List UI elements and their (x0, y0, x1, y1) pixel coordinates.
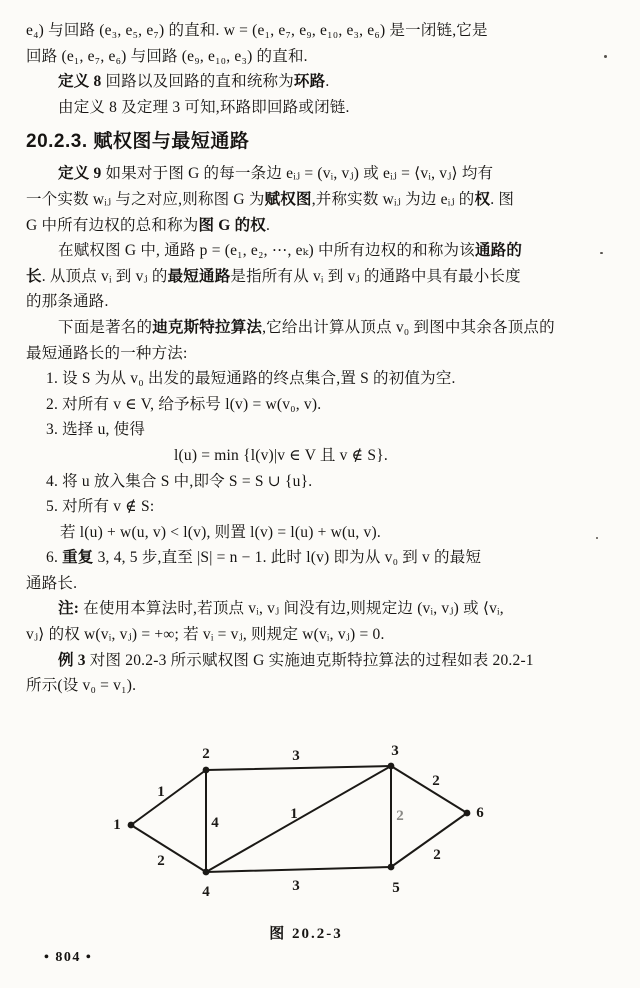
edge-1-2 (131, 770, 206, 825)
edge-1-4 (131, 825, 206, 872)
text: l(u) = min {l(v)|v ∈ V 且 v ∉ S}. (174, 446, 388, 464)
text: 如果对于图 G 的每一条边 eᵢⱼ = (vᵢ, vⱼ) 或 eᵢⱼ = ⟨vᵢ, vⱼ⟩ 均有 (101, 165, 494, 183)
algorithm-step-1 (26, 366, 616, 392)
text: G 中所有边权的总和称为 (26, 216, 199, 234)
text: 的那条通路. (26, 293, 109, 311)
paragraph-circuit-sum-line-1 (26, 18, 616, 44)
text: 由定义 8 及定理 3 可知,环路即回路或闭链. (58, 98, 350, 116)
vertex-label-6: 6 (476, 804, 484, 821)
edge-weight-label-1-4: 2 (157, 852, 165, 869)
vertex-label-1: 1 (113, 816, 121, 833)
edge-weight-label-2-3: 3 (292, 747, 300, 764)
text: 4. 将 u 放入集合 S 中,即令 S = S ∪ {u}. (46, 472, 313, 490)
figure-caption: 图 20.2-3 (269, 925, 343, 942)
example-3-line-1 (26, 648, 616, 674)
text: 3. 选择 u, 使得 (46, 421, 146, 439)
dijkstra-intro-line-1 (26, 315, 616, 341)
definition-9-line-3 (26, 213, 616, 239)
vertex-dot-4 (203, 868, 210, 875)
bold-text: 赋权图 (264, 190, 312, 208)
text: 对图 20.2-3 所示赋权图 G 实施迪克斯特拉算法的过程如表 20.2-1 (85, 651, 534, 669)
path-length-line-2 (26, 264, 616, 290)
graph-wrap (98, 737, 500, 912)
section-heading (26, 128, 616, 156)
edge-weight-label-4-5: 3 (292, 877, 300, 894)
bold-text: 权 (474, 190, 491, 208)
algorithm-step-4 (26, 469, 616, 495)
bold-text: 20.2.3. 赋权图与最短通路 (26, 131, 250, 153)
dijkstra-intro-line-2 (26, 341, 616, 367)
text: . 图 (490, 190, 515, 208)
bold-text: 最短通路 (167, 267, 231, 285)
bold-text: 长 (26, 267, 42, 285)
text: 是指所有从 vᵢ 到 vⱼ 的通路中具有最小长度 (230, 267, 521, 285)
edge-2-3 (206, 766, 391, 770)
bold-text: 定义 9 (58, 165, 102, 183)
algorithm-step-5 (26, 494, 616, 520)
edge-weight-label-3-5: 2 (396, 807, 404, 824)
scan-speck (600, 252, 603, 254)
scan-speck (596, 537, 598, 539)
scan-speck (604, 55, 607, 58)
text: . (325, 73, 330, 91)
bold-text: 注: (58, 600, 80, 618)
edge-weight-label-3-6: 2 (432, 772, 440, 789)
vertex-dot-6 (464, 809, 471, 816)
text: . 从顶点 vᵢ 到 vⱼ 的 (41, 267, 168, 285)
algorithm-step-6-line-1 (26, 545, 616, 571)
edge-3-6 (391, 766, 467, 813)
algorithm-step-2 (26, 392, 616, 418)
edge-4-3 (206, 766, 391, 872)
note-line-2 (26, 622, 616, 648)
text: 下面是著名的 (58, 318, 153, 336)
text: 6. (46, 549, 63, 567)
vertex-label-2: 2 (202, 745, 210, 762)
vertex-dot-5 (388, 863, 395, 870)
graph-svg (98, 737, 500, 912)
note-line-1 (26, 596, 616, 622)
text: 5. 对所有 v ∉ S: (46, 498, 155, 516)
algorithm-step-3-formula (26, 443, 616, 469)
page-number: • 804 • (44, 950, 93, 965)
text: 通路长. (26, 574, 78, 592)
text: vⱼ⟩ 的权 w(vᵢ, vⱼ) = +∞; 若 vᵢ = vⱼ, 则规定 w(vᵢ, vⱼ) = 0. (26, 626, 385, 644)
bold-text: 重复 (62, 549, 94, 567)
edge-weight-label-5-6: 2 (433, 846, 441, 863)
vertex-dot-3 (388, 762, 395, 769)
text: 3, 4, 5 步,直至 |S| = n − 1. 此时 l(v) 即为从 v₀ 到 v 的最短 (93, 549, 482, 567)
text: 1. 设 S 为从 v₀ 出发的最短通路的终点集合,置 S 的初值为空. (46, 370, 456, 388)
algorithm-step-6-line-2 (26, 571, 616, 597)
path-length-line-3 (26, 289, 616, 315)
vertex-dot-1 (128, 821, 135, 828)
definition-9-line-1 (26, 161, 616, 187)
edge-weight-label-1-2: 1 (157, 783, 165, 800)
edge-weight-label-2-4: 4 (211, 814, 219, 831)
text: 2. 对所有 v ∈ V, 给予标号 l(v) = w(v₀, v). (46, 395, 322, 413)
path-length-line-1 (26, 238, 616, 264)
text: 所示(设 v₀ = v₁). (26, 677, 137, 695)
text: ,它给出计算从顶点 v₀ 到图中其余各顶点的 (262, 318, 555, 336)
weighted-graph-figure (0, 737, 640, 943)
text: 在使用本算法时,若顶点 vᵢ, vⱼ 间没有边,则规定边 (vᵢ, vⱼ) 或 ⟨vᵢ, (79, 600, 504, 618)
vertex-dot-2 (203, 766, 210, 773)
definition-9-line-2 (26, 187, 616, 213)
text: . (266, 216, 271, 234)
bold-text: 定义 8 (58, 73, 102, 91)
text: 回路 (e₁, e₇, e₆) 与回路 (e₉, e₁₀, e₃) 的直和. (26, 47, 308, 65)
vertex-label-3: 3 (391, 742, 399, 759)
edge-weight-label-4-3: 1 (290, 805, 298, 822)
paragraph-circuit-sum-line-2 (26, 44, 616, 70)
bold-text: 环路 (293, 73, 326, 91)
text: ,并称实数 wᵢⱼ 为边 eᵢⱼ 的 (311, 190, 475, 208)
edge-4-5 (206, 867, 391, 872)
bold-text: 通路的 (474, 242, 523, 260)
definition-8 (26, 69, 616, 95)
text: e₄) 与回路 (e₃, e₅, e₇) 的直和. w = (e₁, e₇, e₉, e₁₀, e₃, e₆) 是一闭链,它是 (26, 22, 488, 39)
vertex-label-5: 5 (392, 879, 400, 896)
definition-8-remark (26, 95, 616, 121)
algorithm-step-5-formula (26, 520, 616, 546)
example-3-line-2 (26, 673, 616, 699)
bold-text: 图 G 的权 (198, 216, 266, 234)
vertex-label-4: 4 (202, 883, 210, 900)
bold-text: 例 3 (58, 651, 86, 669)
text: 若 l(u) + w(u, v) < l(v), 则置 l(v) = l(u) + w(u, v). (60, 523, 381, 541)
text: 回路以及回路的直和统称为 (101, 73, 294, 91)
text: 在赋权图 G 中, 通路 p = (e₁, e₂, ⋯, eₖ) 中所有边权的和称为该 (58, 242, 475, 260)
algorithm-step-3 (26, 417, 616, 443)
text: 一个实数 wᵢⱼ 与之对应,则称图 G 为 (26, 190, 265, 208)
text: 最短通路长的一种方法: (26, 344, 188, 362)
bold-text: 迪克斯特拉算法 (152, 318, 263, 336)
